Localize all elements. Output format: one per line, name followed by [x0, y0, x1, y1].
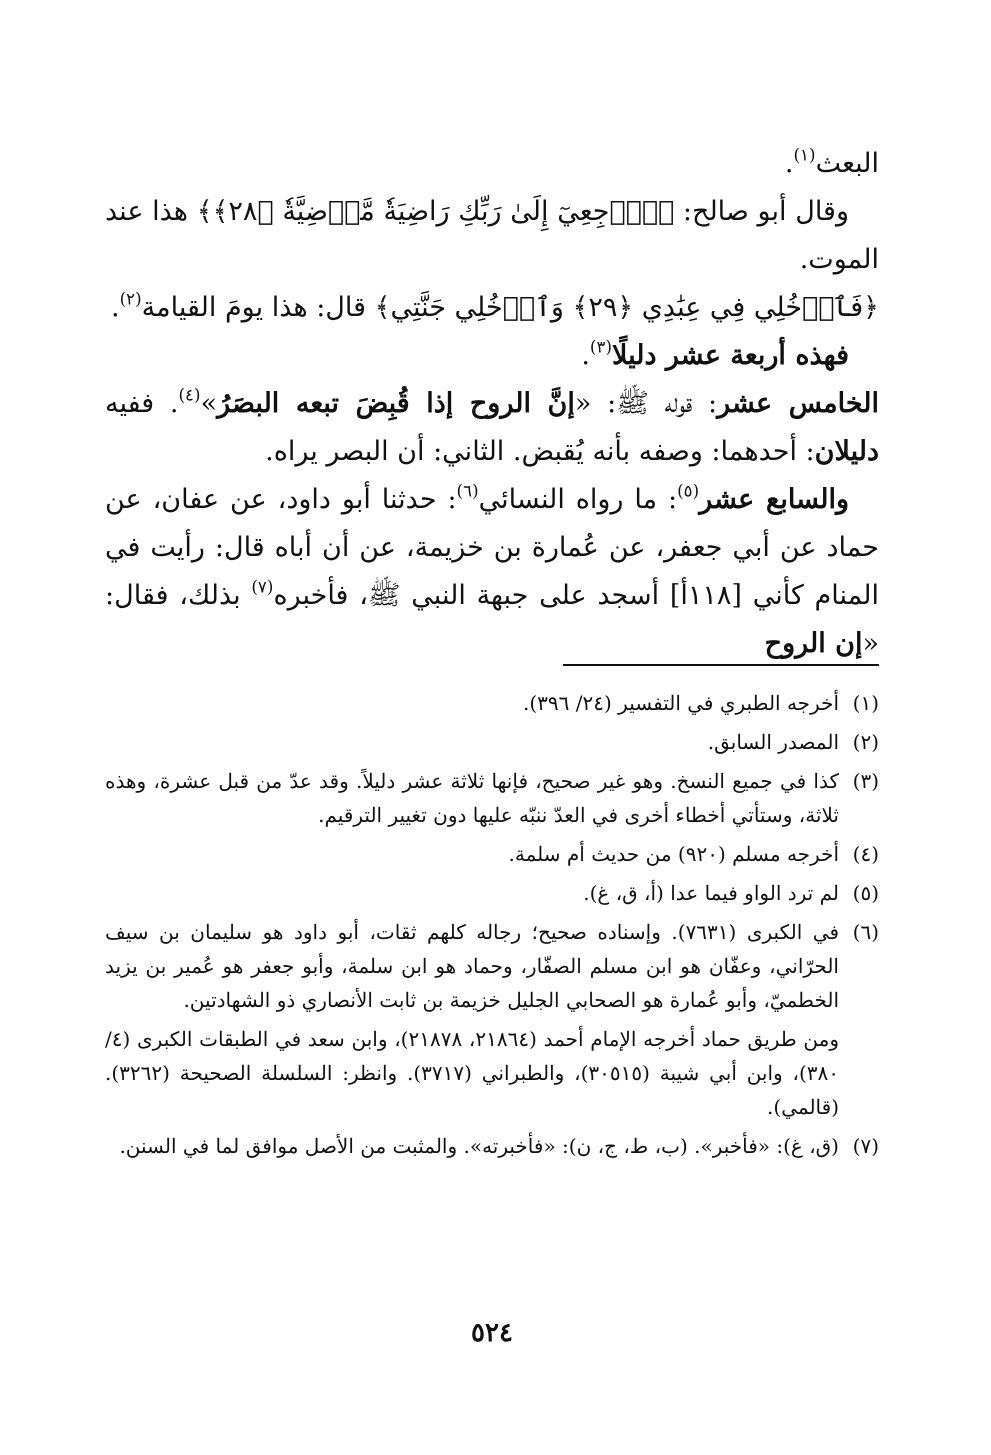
footnote-ref[interactable]: (٤)	[178, 384, 201, 405]
footnote-ref[interactable]: (٣)	[589, 336, 612, 357]
footnote-text: في الكبرى (٧٦٣١). وإسناده صحيح؛ رجاله كلهم ثقات، أبو داود هو سليمان بن سيف الحرّاني، وعفّان هو ابن مسلم الصفّار، وحماد هو ابن سلمة، وأبو جعفر هو عُمير بن يزيد الخطميّ، وأبو عُمارة هو الصحابي الجليل خزيمة بن ثابت الأنصاري ذو الشهادتين.	[105, 920, 840, 1012]
text: : ما رواه النسائي	[478, 484, 678, 515]
bold-text: فهذه أربعة عشر دليلًا	[611, 340, 849, 371]
hadith-quote: إن الروح	[764, 628, 863, 659]
footnote-number: (٥)	[852, 881, 879, 905]
text: .	[784, 148, 794, 179]
section-lead: الخامس عشر	[717, 388, 879, 419]
footnote-number: (١)	[852, 691, 879, 715]
footnote-ref[interactable]: (٢)	[119, 288, 142, 309]
footnote-text: أخرجه الطبري في التفسير (٢٤/ ٣٩٦).	[523, 691, 839, 715]
footnote	[105, 837, 879, 871]
footnote-divider	[563, 664, 879, 666]
footnote-ref[interactable]: (٧)	[251, 576, 274, 597]
footnotes	[105, 686, 879, 1168]
footnote-number: (٢)	[852, 730, 879, 754]
text: .	[581, 340, 590, 371]
paragraph	[105, 380, 879, 476]
text: »	[200, 388, 218, 419]
footnote	[105, 725, 879, 759]
text: ﴿فَٱدۡخُلِي فِي عِبَٰدِي ﴿٢٩﴾ وَٱدۡخُلِي جَنَّتِي﴾ قال: هذا يومَ القيامة	[141, 292, 879, 323]
paragraph: وقال أبو صالح: ﴿ٱرۡجِعِيٓ إِلَىٰ رَبِّكِ رَاضِيَةٗ مَّرۡضِيَّةٗ ﴿٢٨﴾﴾ هذا عند الموت.	[105, 196, 879, 275]
footnote-text: (ق، غ): «فأخبر». (ب، ط، ج، ن): «فأخبرته». والمثبت من الأصل موافق لما في السنن.	[119, 1134, 839, 1158]
text: : أحدهما: وصفه بأنه يُقبض. الثاني: أن البصر يراه.	[265, 436, 815, 467]
main-text	[105, 140, 879, 668]
text: . ففيه	[105, 388, 179, 419]
footnote-number: (٤)	[852, 842, 879, 866]
text: .	[111, 292, 120, 323]
footnote-ref[interactable]: (٥)	[677, 480, 700, 501]
footnote	[105, 1129, 879, 1163]
paragraph	[105, 140, 879, 188]
footnote-ref[interactable]: (٦)	[456, 480, 479, 501]
page-number: ٥٢٤	[471, 1318, 513, 1348]
footnote-ref[interactable]: (١)	[793, 144, 816, 165]
footnote-text: لم ترد الواو فيما عدا (أ، ق، غ).	[583, 881, 839, 905]
text: البعث	[815, 148, 879, 179]
footnote-continuation: ومن طريق حماد أخرجه الإمام أحمد (٢١٨٦٤، ٢١٨٧٨)، وابن سعد في الطبقات الكبرى (٤/ ٣٨٠)، وابن أبي شيبة (٣٠٥١٥)، والطبراني (٣٧١٧). وانظر: السلسلة الصحيحة (٣٢٦٢). (قالمي).	[105, 1027, 840, 1119]
page	[105, 138, 879, 1455]
footnote	[105, 876, 879, 910]
footnote-number: (٣)	[852, 769, 879, 793]
footnote	[105, 686, 879, 720]
footnote	[105, 764, 879, 832]
hadith-quote: إنَّ الروح إذا قُبِضَ تبعه البصَرُ	[217, 388, 575, 419]
footnote-text: أخرجه مسلم (٩٢٠) من حديث أم سلمة.	[508, 842, 839, 866]
bold-text: دليلان	[814, 436, 879, 467]
footnote	[105, 915, 879, 1017]
footnote-text: المصدر السابق.	[707, 730, 839, 754]
paragraph	[105, 284, 879, 332]
footnote-text: كذا في جميع النسخ. وهو غير صحيح، فإنها ثلاثة عشر دليلاً. وقد عدّ من قبل عشرة، وهذه ثلاثة، وستأتي أخطاء أخرى في العدّ ننبّه عليها دون تغيير الترقيم.	[105, 769, 839, 827]
paragraph	[105, 476, 879, 668]
text: بذلك، فقال: «	[105, 580, 879, 659]
paragraph	[105, 332, 879, 380]
text: : حدثنا أبو داود، عن عفان، عن حماد عن أبي جعفر، عن عُمارة بن خزيمة، عن أن أباه قال: رأيت في المنام كأني [١١٨أ] أسجد على جبهة النبي ﷺ، فأخبره	[105, 484, 879, 611]
footnote-number: (٦)	[852, 920, 879, 944]
text: : قوله ﷺ: «	[574, 388, 718, 419]
footnote-number: (٧)	[852, 1134, 879, 1158]
section-lead: والسابع عشر	[699, 484, 849, 515]
